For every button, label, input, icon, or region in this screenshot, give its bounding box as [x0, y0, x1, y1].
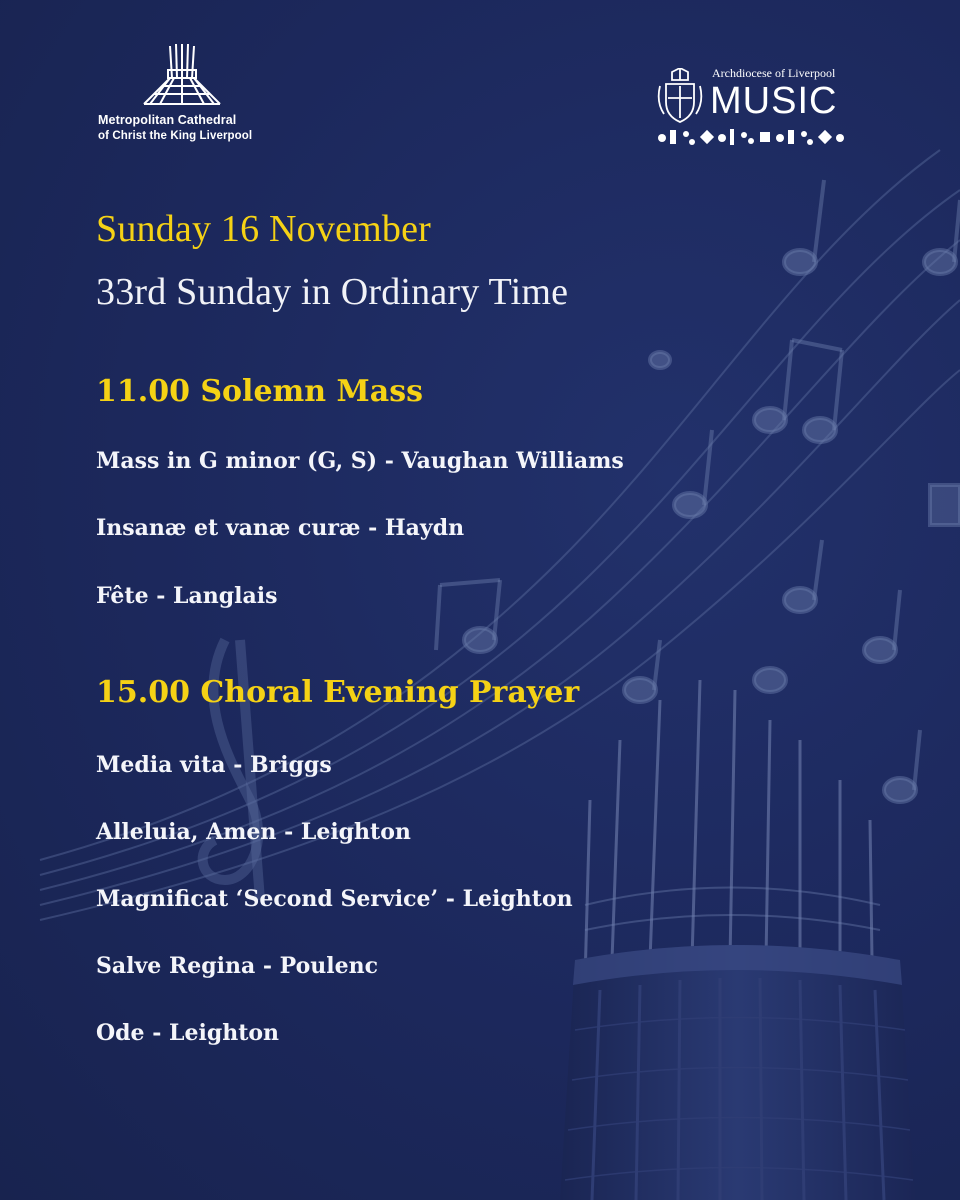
cathedral-name	[98, 112, 298, 144]
archdiocese-crest-icon	[656, 68, 704, 126]
music-item: Alleluia, Amen - Leighton	[96, 819, 411, 845]
music-logo-subtitle: Archdiocese of Liverpool	[712, 66, 836, 80]
service-title-evening-prayer: 15.00 Choral Evening Prayer	[96, 675, 580, 710]
cathedral-crown-icon	[132, 42, 232, 110]
cathedral-name-line1: Metropolitan Cathedral	[98, 113, 237, 127]
music-logo-title: MUSIC	[710, 80, 838, 122]
music-item: Insanæ et vanæ curæ - Haydn	[96, 515, 465, 541]
music-item: Mass in G minor (G, S) - Vaughan Williams	[96, 448, 624, 474]
liturgical-day: 33rd Sunday in Ordinary Time	[96, 271, 569, 313]
music-item: Media vita - Briggs	[96, 752, 332, 778]
cathedral-logo	[98, 42, 278, 152]
music-item: Ode - Leighton	[96, 1020, 280, 1046]
music-item: Fête - Langlais	[96, 583, 278, 609]
music-item: Magnificat ‘Second Service’ - Leighton	[96, 886, 573, 912]
cathedral-name-line2: of Christ the King Liverpool	[98, 130, 253, 142]
cathedral-tower-photo	[560, 680, 915, 1200]
archdiocese-music-logo	[656, 62, 856, 152]
service-title-solemn-mass: 11.00 Solemn Mass	[96, 374, 423, 409]
music-pattern-strip	[656, 126, 846, 148]
music-item: Salve Regina - Poulenc	[96, 953, 379, 979]
event-date: Sunday 16 November	[96, 208, 431, 250]
